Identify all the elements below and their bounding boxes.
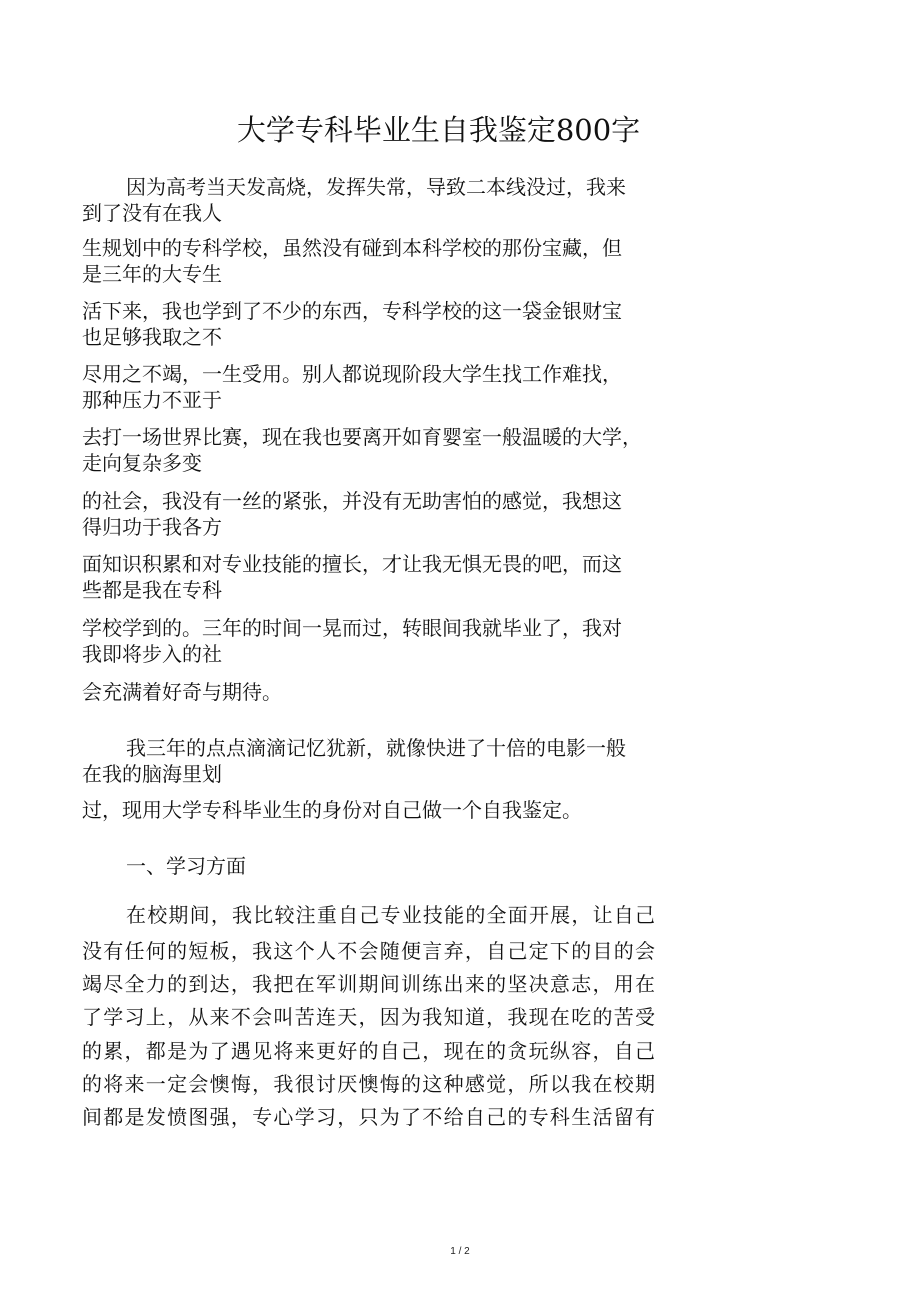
- paragraph-line: 活下来，我也学到了不少的东西，专科学校的这一袋金银财宝: [82, 299, 622, 323]
- paragraph-line: 过，现用大学专科毕业生的身份对自己做一个自我鉴定。: [82, 798, 582, 822]
- paragraph-line: 走向复杂多变: [82, 451, 202, 475]
- paragraph-line: 些都是我在专科: [82, 578, 222, 602]
- paragraph-line: 去打一场世界比赛，现在我也要离开如育婴室一般温暖的大学，: [82, 425, 642, 449]
- paragraph-line: 生规划中的专科学校，虽然没有碰到本科学校的那份宝藏，但: [82, 236, 622, 260]
- paragraph-line: 的累，都是为了遇见将来更好的自己，现在的贪玩纵容，自己: [82, 1039, 655, 1063]
- paragraph-line: 尽用之不竭，一生受用。别人都说现阶段大学生找工作难找，: [82, 362, 622, 386]
- document-title: 大学专科毕业生自我鉴定800字: [236, 113, 641, 147]
- paragraph-line: 因为高考当天发高烧，发挥失常，导致二本线没过，我来: [126, 175, 626, 199]
- paragraph-line: 的将来一定会懊悔，我很讨厌懊悔的这种感觉，所以我在校期: [82, 1072, 655, 1096]
- section-heading: 一、学习方面: [126, 854, 246, 878]
- paragraph-line: 我即将步入的社: [82, 642, 222, 666]
- paragraph-line: 没有任何的短板，我这个人不会随便言弃，自己定下的目的会: [82, 939, 655, 963]
- paragraph-line: 得归功于我各方: [82, 515, 222, 539]
- paragraph-line: 那种压力不亚于: [82, 388, 222, 412]
- paragraph-line: 是三年的大专生: [82, 262, 222, 286]
- paragraph-line: 学校学到的。三年的时间一晃而过，转眼间我就毕业了，我对: [82, 616, 622, 640]
- paragraph-line: 会充满着好奇与期待。: [82, 680, 282, 704]
- paragraph-line: 了学习上，从来不会叫苦连天，因为我知道，我现在吃的苦受: [82, 1005, 655, 1029]
- paragraph-line: 在我的脑海里划: [82, 762, 222, 786]
- page-number: 1 / 2: [450, 1246, 470, 1257]
- paragraph-line: 竭尽全力的到达，我把在军训期间训练出来的坚决意志，用在: [82, 972, 655, 996]
- paragraph-line: 也足够我取之不: [82, 325, 222, 349]
- paragraph-line: 面知识积累和对专业技能的擅长，才让我无惧无畏的吧，而这: [82, 552, 622, 576]
- paragraph-line: 间都是发愤图强，专心学习，只为了不给自己的专科生活留有: [82, 1105, 655, 1129]
- paragraph-line: 我三年的点点滴滴记忆犹新，就像快进了十倍的电影一般: [126, 736, 626, 760]
- paragraph-line: 的社会，我没有一丝的紧张，并没有无助害怕的感觉，我想这: [82, 489, 622, 513]
- paragraph-line: 在校期间，我比较注重自己专业技能的全面开展，让自己: [126, 903, 655, 927]
- paragraph-line: 到了没有在我人: [82, 201, 222, 225]
